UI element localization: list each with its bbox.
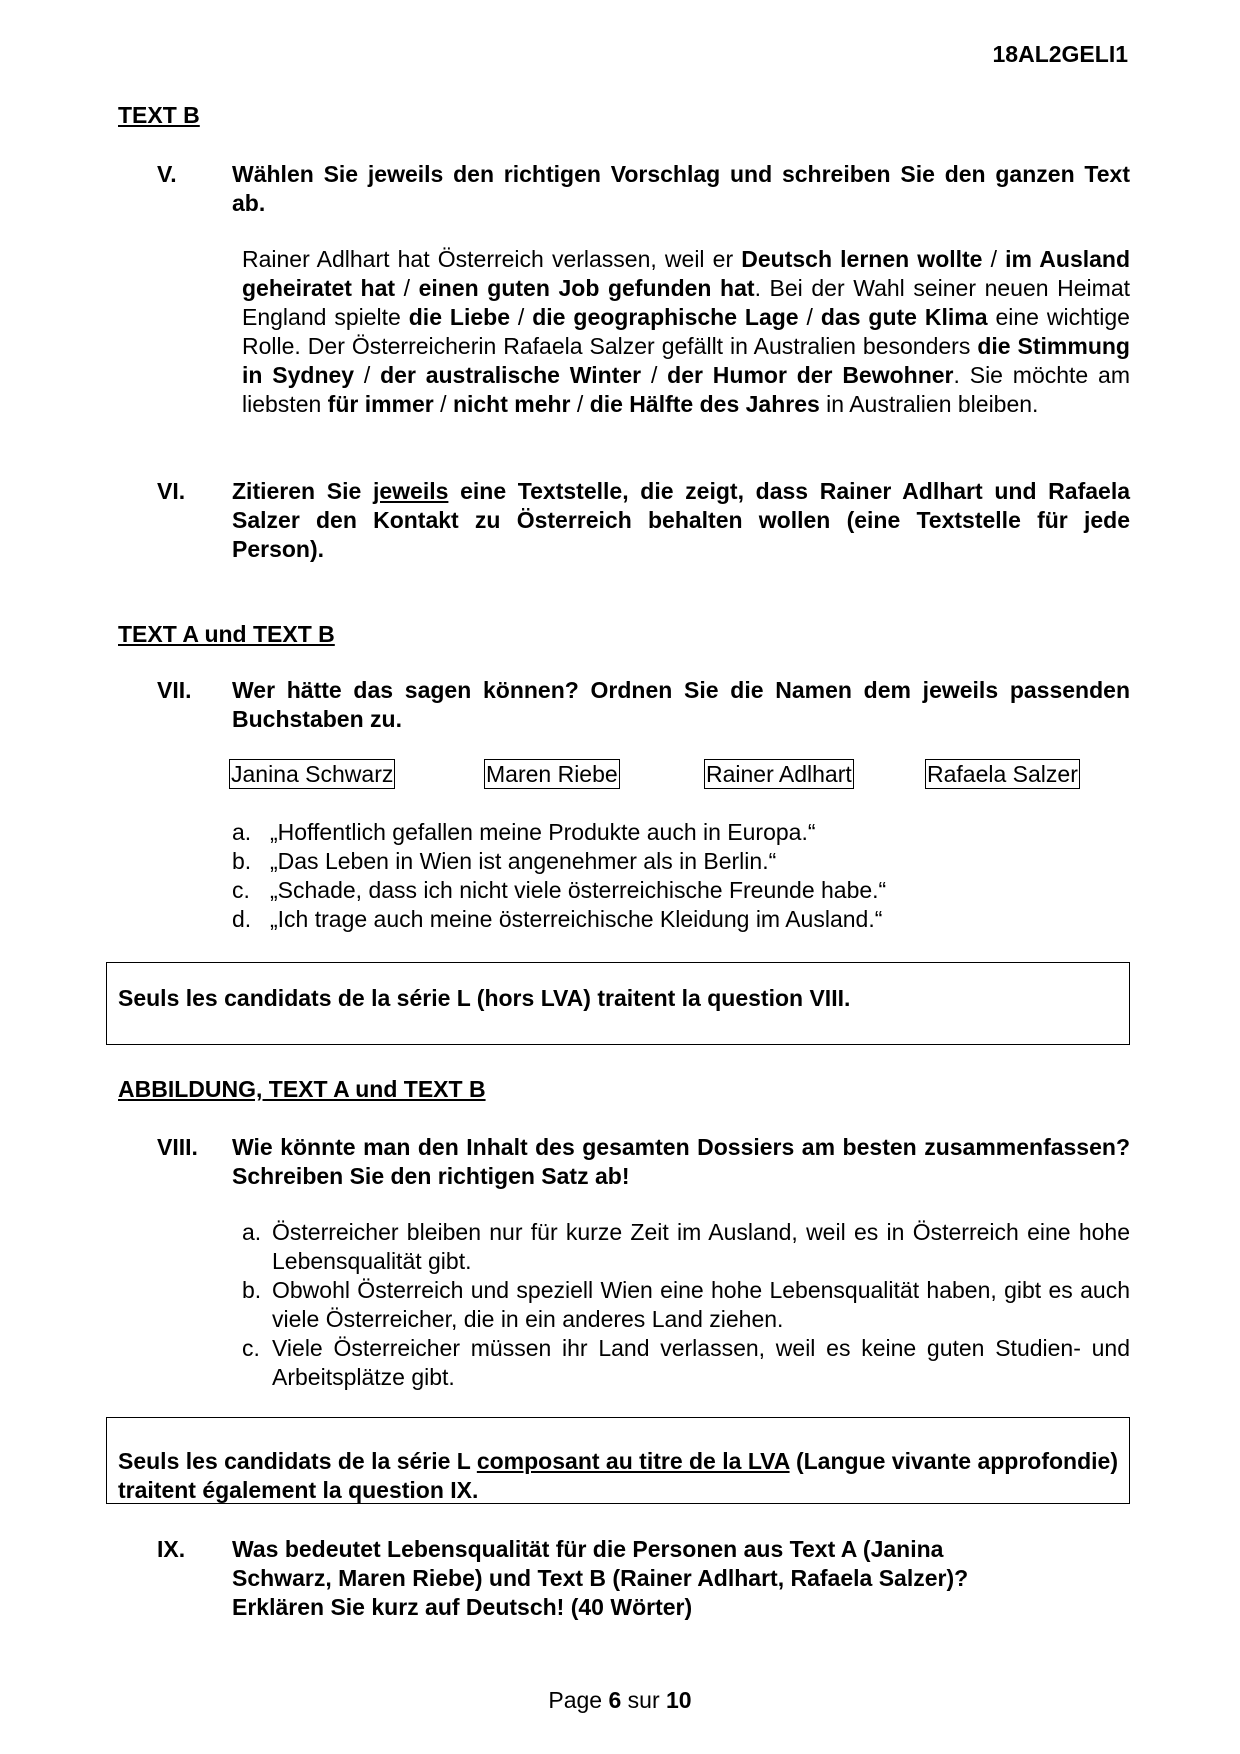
notice-lva-underlined: composant au titre de la LVA: [476, 1448, 790, 1474]
answer-option: im Ausland geheiratet hat: [242, 246, 1131, 301]
page-footer: [0, 1686, 1240, 1715]
answer-option: für immer: [327, 391, 434, 417]
option-text: Obwohl Österreich und speziell Wien eine hohe Lebensqualität haben, gibt es auch viele Österreicher, die in ein anderes Land ziehen.: [272, 1277, 1130, 1332]
question-number-v: V.: [157, 161, 177, 187]
paragraph-text: /: [798, 304, 821, 330]
question-number-vii: VII.: [157, 677, 192, 703]
paragraph-text: /: [982, 246, 1006, 272]
notice-box-lva: [106, 1417, 1130, 1504]
item-letter: b.: [232, 848, 252, 874]
summary-options-list: [242, 1218, 1130, 1392]
item-text: „Schade, dass ich nicht viele österreichische Freunde habe.“: [270, 877, 887, 903]
section-heading-abbildung: ABBILDUNG, TEXT A und TEXT B: [118, 1076, 486, 1102]
question-vi-text-start: Zitieren Sie: [232, 478, 373, 504]
answer-option: das gute Klima: [820, 304, 988, 330]
question-number-viii: VIII.: [157, 1134, 198, 1160]
quote-list: [232, 818, 886, 934]
answer-option: die geographische Lage: [532, 304, 799, 330]
answer-option: die Stimmung in Sydney: [242, 333, 1130, 388]
option-letter: c.: [242, 1335, 260, 1361]
paragraph-text: /: [433, 391, 453, 417]
list-item: [232, 818, 886, 847]
paragraph-text: /: [570, 391, 590, 417]
question-vi-instruction: [232, 477, 1130, 564]
page-number: 6: [608, 1687, 622, 1713]
item-letter: c.: [232, 877, 250, 903]
name-box-rainer-adlhart: Rainer Adlhart: [706, 761, 852, 787]
list-item: [242, 1218, 1130, 1276]
question-number-ix: IX.: [157, 1536, 186, 1562]
answer-option: der australische Winter: [380, 362, 642, 388]
notice-lva-start: Seuls les candidats de la série L: [118, 1448, 477, 1474]
question-number-vi: VI.: [157, 478, 186, 504]
item-letter: d.: [232, 906, 252, 932]
item-text: „Hoffentlich gefallen meine Produkte auch in Europa.“: [270, 819, 816, 845]
list-item: [232, 876, 886, 905]
notice-box-series-l: [106, 962, 1130, 1045]
paragraph-text: in Australien bleiben.: [819, 391, 1039, 417]
list-item: [232, 905, 886, 934]
page-label: Page: [548, 1687, 603, 1713]
item-text: „Ich trage auch meine österreichische Kleidung im Ausland.“: [270, 906, 883, 932]
page-total: 10: [666, 1687, 692, 1713]
paragraph-text: /: [509, 304, 533, 330]
answer-option: die Liebe: [408, 304, 510, 330]
name-box-janina-schwarz: Janina Schwarz: [231, 761, 394, 787]
item-letter: a.: [232, 819, 252, 845]
notice-text-lva: [118, 1447, 1118, 1505]
name-box-rafaela-salzer: Rafaela Salzer: [927, 761, 1078, 787]
answer-option: Deutsch lernen wollte: [741, 246, 983, 272]
question-vi-underlined-word: jeweils: [372, 478, 449, 504]
page-sep: sur: [627, 1687, 660, 1713]
notice-lva-end: (Langue vivante approfondie) traitent également la question IX.: [118, 1448, 1118, 1503]
question-vii-instruction: Wer hätte das sagen können? Ordnen Sie die Namen dem jeweils passenden Buchstaben zu.: [232, 677, 1130, 732]
paragraph-text: . Bei der Wahl seiner neuen Heimat England spielte: [242, 275, 1131, 330]
paragraph-text: /: [354, 362, 381, 388]
document-code: 18AL2GELI1: [992, 41, 1128, 67]
name-box-maren-riebe: Maren Riebe: [486, 761, 618, 787]
list-item: [242, 1276, 1130, 1334]
list-item: [232, 847, 886, 876]
notice-text-series-l: Seuls les candidats de la série L (hors LVA) traitent la question VIII.: [118, 985, 851, 1011]
item-text: „Das Leben in Wien ist angenehmer als in Berlin.“: [270, 848, 777, 874]
question-v-instruction: Wählen Sie jeweils den richtigen Vorschlag und schreiben Sie den ganzen Text ab.: [232, 161, 1130, 216]
paragraph-text: /: [395, 275, 419, 301]
option-text: Viele Österreicher müssen ihr Land verlassen, weil es keine guten Studien- und Arbeitsplätze gibt.: [272, 1335, 1130, 1390]
section-heading-text-a-b: TEXT A und TEXT B: [118, 621, 335, 647]
list-item: [242, 1334, 1130, 1392]
question-v-paragraph: [242, 245, 1130, 419]
option-text: Österreicher bleiben nur für kurze Zeit im Ausland, weil es in Österreich eine hohe Lebensqualität gibt.: [272, 1219, 1130, 1274]
answer-option: die Hälfte des Jahres: [589, 391, 820, 417]
paragraph-text: Rainer Adlhart hat Österreich verlassen, weil er: [242, 246, 742, 272]
option-letter: b.: [242, 1277, 262, 1303]
answer-option: einen guten Job gefunden hat: [418, 275, 755, 301]
answer-option: nicht mehr: [452, 391, 571, 417]
answer-option: der Humor der Bewohner: [667, 362, 954, 388]
question-ix-instruction: Was bedeutet Lebensqualität für die Personen aus Text A (Janina Schwarz, Maren Riebe) und Text B (Rainer Adlhart, Rafaela Salzer)? Erklären Sie kurz auf Deutsch! (40 Wörter): [232, 1536, 969, 1620]
question-viii-instruction: Wie könnte man den Inhalt des gesamten Dossiers am besten zusammenfassen? Schreiben Sie den richtigen Satz ab!: [232, 1134, 1130, 1189]
section-heading-text-b: TEXT B: [118, 102, 200, 128]
question-vi-text-end: eine Textstelle, die zeigt, dass Rainer Adlhart und Rafaela Salzer den Kontakt zu Österreich behalten wollen (eine Textstelle für jede Person).: [232, 478, 1130, 562]
paragraph-text: eine wichtige Rolle. Der Österreicherin Rafaela Salzer gefällt in Australien besonders: [242, 304, 1130, 359]
paragraph-text: /: [641, 362, 668, 388]
option-letter: a.: [242, 1219, 262, 1245]
paragraph-text: . Sie möchte am liebsten: [242, 362, 1130, 417]
